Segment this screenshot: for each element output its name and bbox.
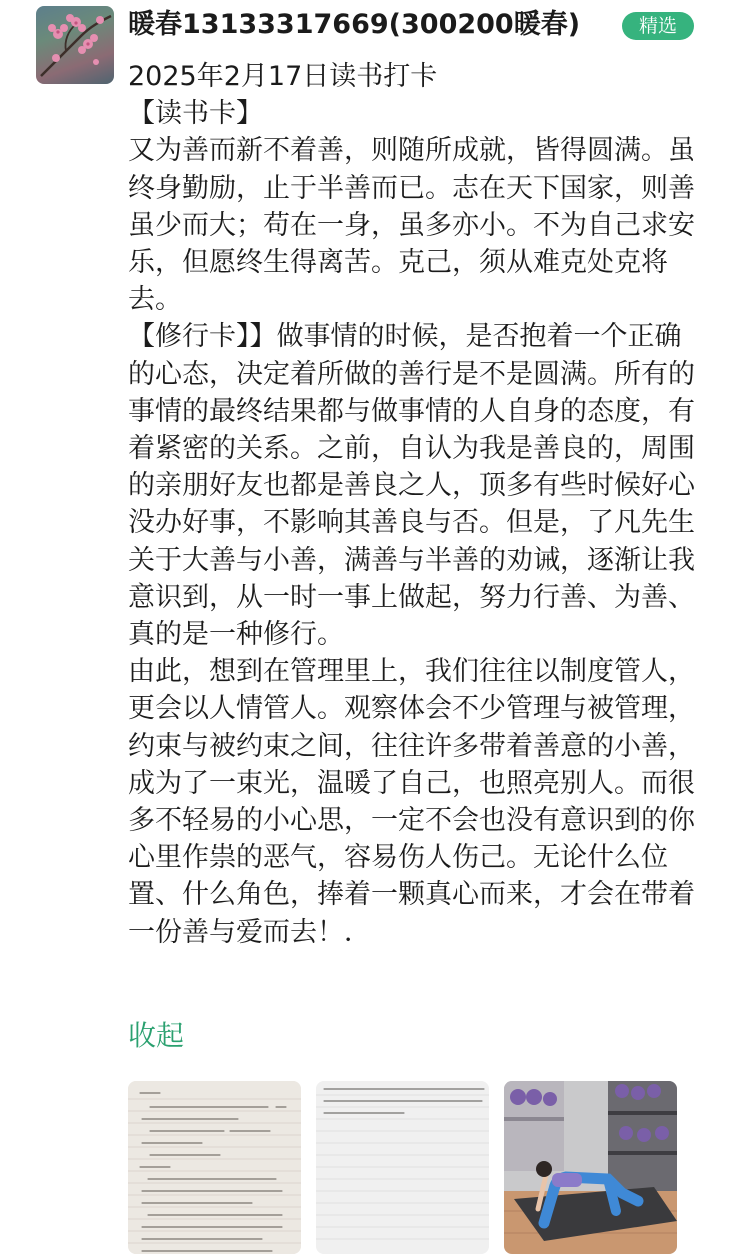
handwritten-notebook-photo-icon — [128, 1081, 301, 1254]
post-paragraph: 又为善而新不着善，则随所成就，皆得圆满。虽终身勤励，止于半善而已。志在天下国家，则善虽少而大；苟在一身，虽多亦小。不为自己求安乐，但愿终生得离苦。克己，须从难克处克将去。 — [128, 135, 695, 316]
post-image-3[interactable] — [504, 1081, 677, 1254]
featured-badge: 精选 — [622, 12, 694, 40]
collapse-link[interactable]: 收起 — [128, 1019, 185, 1052]
avatar[interactable] — [36, 6, 114, 84]
post-paragraph: 【读书卡】 — [128, 98, 263, 130]
post-image-2[interactable] — [316, 1081, 489, 1254]
post-image-1[interactable] — [128, 1081, 301, 1254]
author-name[interactable]: 暖春13133317669(300200暖春) — [128, 9, 581, 40]
post-title: 2025年2月17日读书打卡 — [128, 61, 438, 92]
plum-blossom-avatar-icon — [36, 6, 114, 84]
post-paragraph: 由此，想到在管理里上，我们往往以制度管人，更会以人情管人。观察体会不少管理与被管理，约束与被约束之间，往往许多带着善意的小善，成为了一束光，温暖了自己，也照亮别人。而很多不轻易的小心思，一定不会也没有意识到的你心里作祟的恶气，容易伤人伤己。无论什么位置、什么角色，捧着一颗真心而来，才会在带着一份善与爱而去！． — [128, 656, 695, 948]
handwritten-notebook-photo-icon — [316, 1081, 489, 1254]
post-paragraph: 【修行卡】】做事情的时候，是否抱着一个正确的心态，决定着所做的善行是不是圆满。所有的事情的最终结果都与做事情的人自身的态度，有着紧密的关系。之前，自认为我是善良的，周围的亲朋好友也都是善良之人，顶多有些时候好心没办好事，不影响其善良与否。但是，了凡先生关于大善与小善，满善与半善的劝诫，逐渐让我意识到，从一时一事上做起，努力行善、为善、真的是一种修行。 — [128, 321, 695, 651]
post-body — [128, 58, 696, 951]
yoga-pose-photo-icon — [504, 1081, 677, 1254]
